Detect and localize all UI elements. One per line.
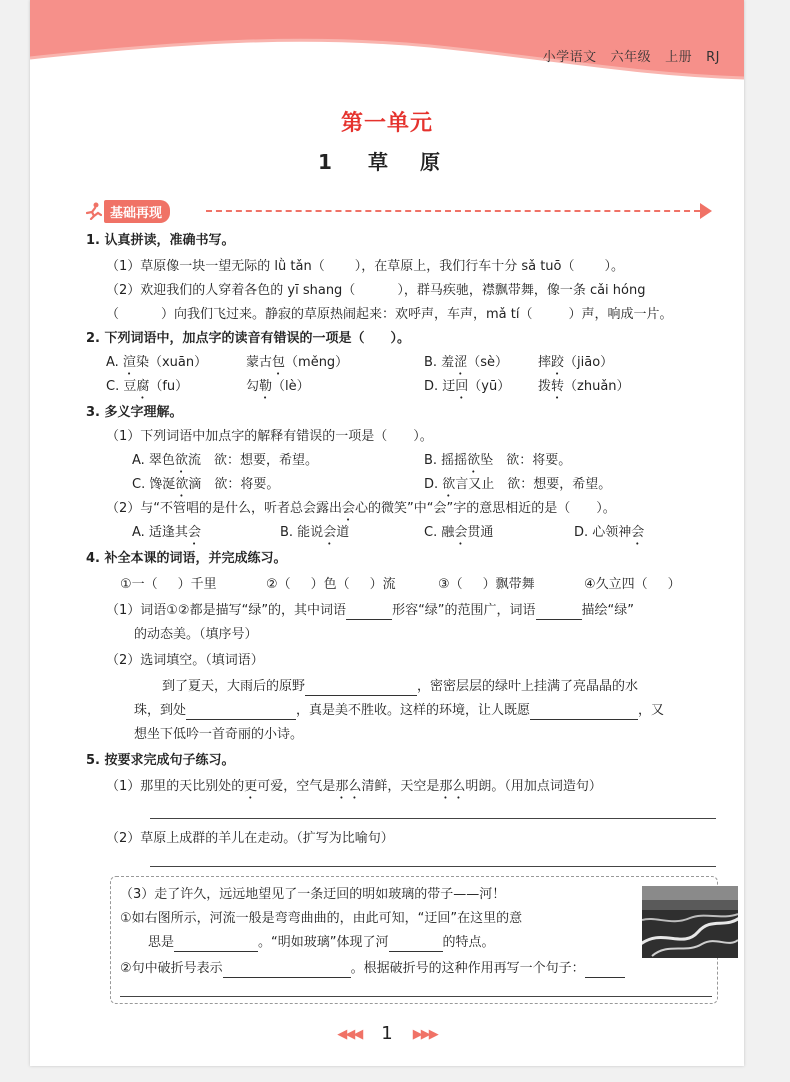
arrow-right-icon: [700, 203, 712, 219]
answer-blank[interactable]: [186, 705, 296, 720]
q4-title: 4. 补全本课的词语，并完成练习。: [86, 551, 287, 566]
q2-option-d2: 拨转（zhuǎn）: [538, 379, 630, 394]
header-edition: RJ: [706, 50, 720, 65]
q4-word-1: ①一（ ）千里: [120, 577, 217, 592]
header-volume: 上册: [665, 50, 693, 65]
q5-sub1: （1）那里的天比别处的更可爱，空气是那么清鲜，天空是那么明朗。（用加点词造句）: [106, 779, 602, 794]
q4-sub1: （1）词语①②都是描写“绿”的，其中词语 形容“绿”的范围广，词语 描绘“绿”: [106, 603, 635, 618]
section-label: 基础再现: [104, 200, 170, 223]
q4-sub1-cont: 的动态美。（填序号）: [134, 627, 258, 642]
answer-blank[interactable]: [585, 963, 625, 978]
page-number: 1: [381, 1022, 393, 1044]
q2-option-c1: C. 豆腐（fu）: [106, 379, 189, 394]
answer-blank[interactable]: [536, 605, 582, 620]
q3-sub1: （1）下列词语中加点字的解释有错误的一项是（ ）。: [106, 429, 433, 444]
lesson-char-1: 草: [367, 150, 388, 174]
q3-sub2-option-b: B. 能说会道: [280, 525, 350, 540]
q1-line2: （2）欢迎我们的人穿着各色的 yī shang（ ），群马疾驰，襟飘带舞，像一条 cǎi hóng: [106, 283, 646, 298]
q4-sub2: （2）选词填空。（填词语）: [106, 653, 264, 668]
q4-passage-1: 到了夏天，大雨后的原野 ，密密层层的绿叶上挂满了亮晶晶的水: [162, 679, 639, 694]
q2-option-d1: D. 迂回（yū）: [424, 379, 511, 394]
answer-blank[interactable]: [389, 937, 443, 952]
q3-sub2-option-a: A. 适逢其会: [132, 525, 201, 540]
section-tag: [86, 200, 170, 222]
q5-sub2: （2）草原上成群的羊儿在走动。（扩写为比喻句）: [106, 831, 394, 846]
q3-option-c: C. 馋涎欲滴 欲：将要。: [132, 477, 280, 492]
answer-blank[interactable]: [346, 605, 392, 620]
q5-sub3: （3）走了许久，远远地望见了一条迂回的明如玻璃的带子——河！: [120, 887, 506, 902]
q3-option-a: A. 翠色欲流 欲：想要，希望。: [132, 453, 318, 468]
q2-option-c2: 勾勒（lè）: [246, 379, 310, 394]
q5-sub3-a-line1: ①如右图所示，河流一般是弯弯曲曲的，由此可知，“迂回”在这里的意: [120, 911, 523, 926]
answer-line[interactable]: [120, 996, 712, 997]
answer-blank[interactable]: [174, 937, 258, 952]
lesson-title: [30, 146, 744, 175]
q5-title: 5. 按要求完成句子练习。: [86, 753, 235, 768]
unit-title: 第一单元: [340, 111, 433, 136]
lesson-char-2: 原: [419, 150, 440, 174]
q2-option-a1: A. 渲染（xuān）: [106, 355, 208, 370]
q2-title: 2. 下列词语中，加点字的读音有错误的一项是（ ）。: [86, 331, 411, 346]
arrows-right-icon: ▶▶▶: [412, 1027, 437, 1042]
header-info: [529, 46, 720, 65]
q1-line3: （ ）向我们飞过来。静寂的草原热闹起来：欢呼声，车声，mǎ tí（ ）声，响成一片。: [106, 307, 673, 322]
answer-blank[interactable]: [305, 681, 417, 696]
q3-sub2-option-c: C. 融会贯通: [424, 525, 494, 540]
header-subject: 小学语文: [542, 50, 597, 65]
q4-word-4: ④久立四（ ）: [584, 577, 681, 592]
answer-blank[interactable]: [223, 963, 351, 978]
q4-passage-3: 想坐下低吟一首奇丽的小诗。: [134, 727, 304, 742]
lesson-number: 1: [318, 150, 332, 174]
q3-sub2: （2）与“不管唱的是什么，听者总会露出会心的微笑”中“会”字的意思相近的是（ ）。: [106, 501, 616, 516]
q2-option-b1: B. 羞涩（sè）: [424, 355, 508, 370]
answer-line[interactable]: [150, 818, 716, 819]
q4-word-2: ②（ ）色（ ）流: [266, 577, 396, 592]
q3-option-d: D. 欲言又止 欲：想要，希望。: [424, 477, 612, 492]
q1-title: 1. 认真拼读，准确书写。: [86, 233, 235, 248]
q5-sub3-b-line1: ②句中破折号表示 。根据破折号的这种作用再写一个句子：: [120, 960, 625, 978]
q4-passage-2: 珠，到处 ，真是美不胜收。这样的环境，让人既愿 ，又: [134, 703, 665, 718]
q5-sub3-a-line2: 思是 。“明如玻璃”体现了河 的特点。: [148, 935, 495, 950]
q2-option-a2: 蒙古包（měng）: [246, 355, 349, 370]
header-grade: 六年级: [610, 50, 652, 65]
q2-option-b2: 摔跤（jiāo）: [538, 355, 614, 370]
answer-blank[interactable]: [530, 705, 638, 720]
arrows-left-icon: ◀◀◀: [337, 1027, 362, 1042]
q1-line1: （1）草原像一块一望无际的 lǜ tǎn（ ），在草原上，我们行车十分 sǎ tuō（ ）。: [106, 259, 625, 274]
q4-word-3: ③（ ）飘带舞: [438, 577, 535, 592]
person-icon: [86, 202, 102, 220]
q3-title: 3. 多义字理解。: [86, 405, 183, 420]
river-photo: [642, 886, 738, 958]
section-divider: [206, 210, 700, 212]
footer: [30, 1022, 744, 1044]
q3-sub2-option-d: D. 心领神会: [574, 525, 645, 540]
q3-option-b: B. 摇摇欲坠 欲：将要。: [424, 453, 572, 468]
workbook-page: [30, 0, 744, 1066]
header-band: [30, 0, 744, 90]
answer-line[interactable]: [150, 866, 716, 867]
